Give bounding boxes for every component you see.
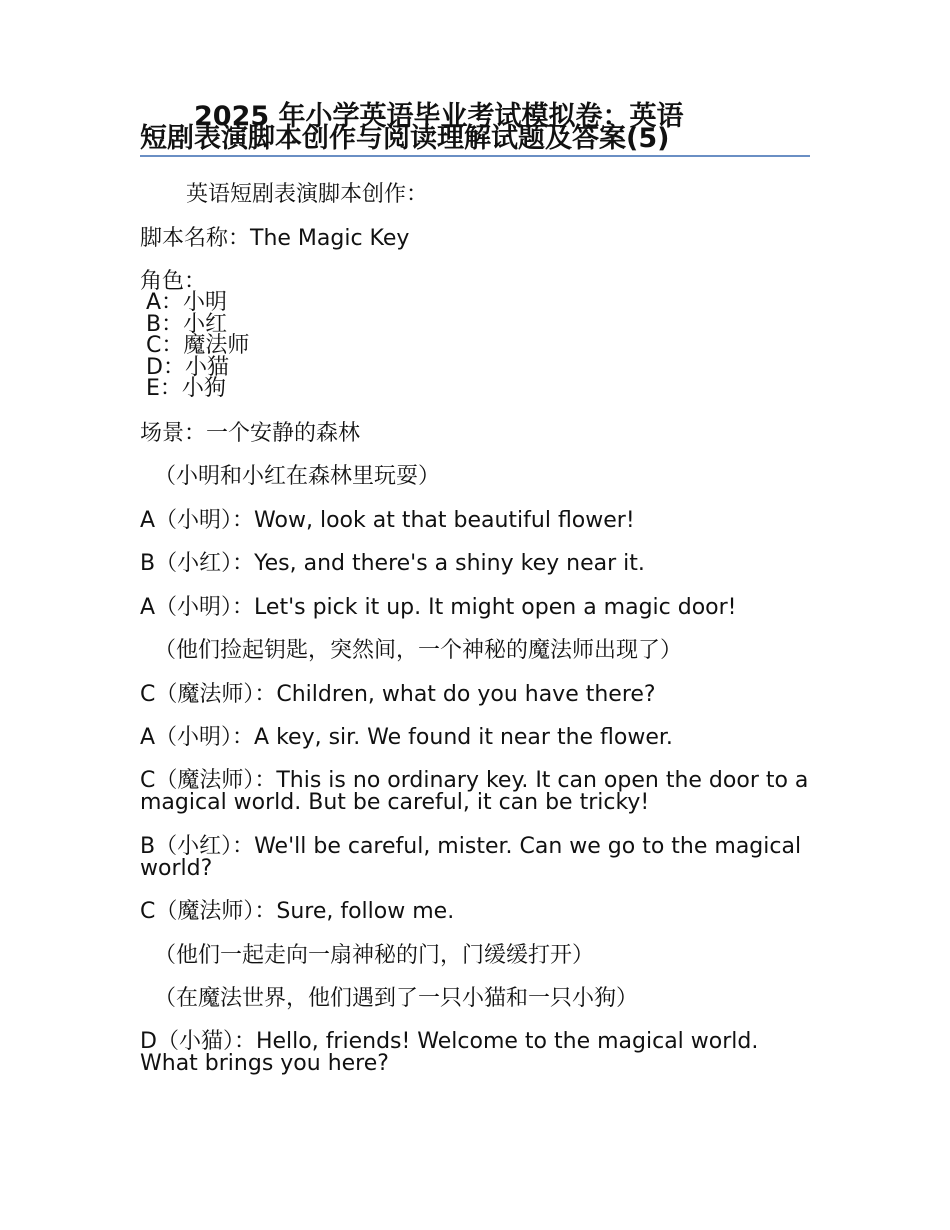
role-item: D：小猫 [146, 354, 229, 380]
roles-heading: 角色： [140, 269, 207, 294]
dialogue-line: C（魔法师）：Children, what do you have there? [140, 682, 656, 707]
document-title [140, 102, 812, 157]
role-list [146, 292, 249, 400]
stage-direction: （小明和小红在森林里玩耍） [154, 464, 441, 489]
dialogue-line: A（小明）：Wow, look at that beautiful flower! [140, 508, 635, 533]
title-line-2: 短剧表演脚本创作与阅读理解试题及答案(5) [140, 124, 810, 157]
script-name: 脚本名称：The Magic Key [140, 226, 410, 251]
role-item: E：小狗 [146, 376, 226, 401]
dialogue-line: C（魔法师）：This is no ordinary key. It can open the door to a magical world. But be careful, it can be tricky! [140, 768, 809, 815]
stage-direction: （在魔法世界，他们遇到了一只小猫和一只小狗） [154, 986, 639, 1011]
stage-direction: （他们一起走向一扇神秘的门，门缓缓打开） [154, 943, 595, 968]
dialogue-line: B（小红）：Yes, and there's a shiny key near it. [140, 551, 645, 576]
stage-direction: （他们捡起钥匙，突然间，一个神秘的魔法师出现了） [154, 638, 683, 663]
dialogue-line: C（魔法师）：Sure, follow me. [140, 899, 455, 924]
role-item: A：小明 [146, 290, 228, 315]
role-item: C：魔法师 [146, 333, 250, 358]
document-page [140, 0, 812, 1230]
title-line-1: 2025 年小学英语毕业考试模拟卷：英语 [194, 101, 684, 132]
role-item: B：小红 [146, 311, 228, 337]
scene-line: 场景：一个安静的森林 [140, 421, 361, 446]
dialogue-line: A（小明）：Let's pick it up. It might open a magic door! [140, 595, 737, 620]
dialogue-line: B（小红）：We'll be careful, mister. Can we go to the magical world? [140, 834, 802, 881]
section-heading: 英语短剧表演脚本创作： [186, 182, 429, 207]
dialogue-line: D（小猫）：Hello, friends! Welcome to the magical world. What brings you here? [140, 1029, 759, 1076]
dialogue-line: A（小明）：A key, sir. We found it near the flower. [140, 725, 673, 750]
